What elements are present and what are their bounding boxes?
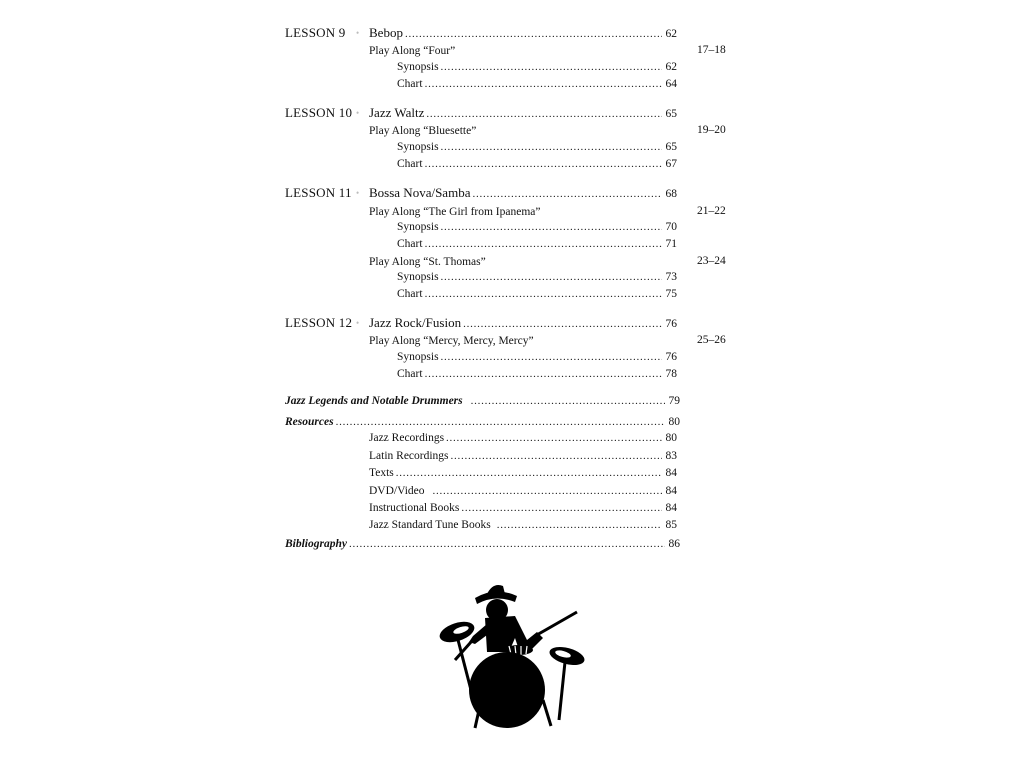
synopsis-entry[interactable] [397,351,677,363]
page-number: 80 [665,432,677,444]
page-number: 70 [665,221,677,233]
page-number: 73 [665,271,677,283]
lesson-9-entry[interactable] [369,25,677,41]
page-number: 62 [665,61,677,73]
leader-dots [347,538,665,550]
synopsis-entry[interactable] [397,221,677,233]
synopsis-label: Synopsis [397,271,439,283]
page-number: 84 [665,485,677,497]
resource-label: Jazz Recordings [369,432,445,444]
resource-label: Latin Recordings [369,450,449,462]
chart-label: Chart [397,288,423,300]
leader-dots [334,416,665,428]
lesson-title: Jazz Rock/Fusion [369,315,462,330]
resource-item-instructional-books[interactable] [369,502,677,514]
page-number: 65 [665,108,677,120]
leader-dots [423,238,662,250]
track-numbers: 19–20 [697,124,726,136]
leader-dots [423,288,662,300]
lesson-11-label: LESSON 11 [285,185,352,200]
page-number: 68 [665,188,677,200]
chart-entry[interactable] [397,288,677,300]
page-number: 78 [665,368,677,380]
leader-dots [424,108,661,120]
resource-item-texts[interactable] [369,467,677,479]
track-numbers: 17–18 [697,44,726,56]
lesson-10-entry[interactable] [369,105,677,121]
page-number: 76 [665,351,677,363]
drummer-silhouette-icon [435,580,595,730]
synopsis-entry[interactable] [397,61,677,73]
leader-dots [461,318,661,330]
leader-dots [423,158,662,170]
chart-label: Chart [397,238,423,250]
bibliography-entry[interactable] [285,538,680,550]
page-number: 76 [665,318,677,330]
resource-item-jazz-standard-tune-books[interactable] [369,519,677,531]
chart-entry[interactable] [397,78,677,90]
leader-dots [444,432,661,444]
lesson-bullet: • [356,108,360,118]
lesson-title: Bebop [369,25,403,40]
leader-dots [449,450,662,462]
playalong-title: Play Along “Four” [369,45,456,57]
page-number: 67 [665,158,677,170]
page-number: 71 [665,238,677,250]
leader-dots [439,61,662,73]
leader-dots [491,519,662,531]
page-number: 64 [665,78,677,90]
lesson-title: Jazz Waltz [369,105,425,120]
leader-dots [423,368,662,380]
playalong-title: Play Along “St. Thomas” [369,256,486,268]
leader-dots [423,78,662,90]
track-numbers: 21–22 [697,205,726,217]
leader-dots [470,188,661,200]
lesson-9-label: LESSON 9 [285,25,346,40]
resource-label: DVD/Video [369,485,425,497]
track-numbers: 25–26 [697,334,726,346]
resource-label: Instructional Books [369,502,460,514]
page-number: 84 [665,502,677,514]
leader-dots [459,502,661,514]
leader-dots [425,485,662,497]
synopsis-label: Synopsis [397,141,439,153]
chart-label: Chart [397,158,423,170]
resource-item-dvd-video[interactable] [369,485,677,497]
page-number: 79 [668,395,680,407]
synopsis-label: Synopsis [397,221,439,233]
resources-title: Resources [285,416,334,428]
chart-entry[interactable] [397,238,677,250]
leader-dots [463,395,665,407]
legends-title: Jazz Legends and Notable Drummers [285,395,463,407]
page-number: 62 [665,28,677,40]
track-numbers: 23–24 [697,255,726,267]
synopsis-label: Synopsis [397,61,439,73]
legends-entry[interactable] [285,395,680,407]
leader-dots [439,271,662,283]
leader-dots [439,221,662,233]
lesson-10-label: LESSON 10 [285,105,353,120]
resource-item-latin-recordings[interactable] [369,450,677,462]
synopsis-entry[interactable] [397,271,677,283]
leader-dots [439,141,662,153]
playalong-title: Play Along “The Girl from Ipanema” [369,206,541,218]
chart-entry[interactable] [397,158,677,170]
page-number: 83 [665,450,677,462]
page-number: 84 [665,467,677,479]
resource-item-jazz-recordings[interactable] [369,432,677,444]
chart-label: Chart [397,368,423,380]
page-number: 80 [668,416,680,428]
page-number: 85 [665,519,677,531]
resources-entry[interactable] [285,416,680,428]
synopsis-entry[interactable] [397,141,677,153]
synopsis-label: Synopsis [397,351,439,363]
lesson-bullet: • [356,188,360,198]
leader-dots [403,28,662,40]
lesson-bullet: • [356,28,360,38]
playalong-title: Play Along “Mercy, Mercy, Mercy” [369,335,534,347]
bibliography-title: Bibliography [285,538,347,550]
page-number: 65 [665,141,677,153]
lesson-12-label: LESSON 12 [285,315,353,330]
playalong-title: Play Along “Bluesette” [369,125,477,137]
lesson-11-entry[interactable] [369,185,677,201]
chart-label: Chart [397,78,423,90]
lesson-12-entry[interactable] [369,315,677,331]
resource-label: Jazz Standard Tune Books [369,519,491,531]
lesson-title: Bossa Nova/Samba [369,185,471,200]
leader-dots [439,351,662,363]
lesson-bullet: • [356,318,360,328]
page-number: 75 [665,288,677,300]
leader-dots [394,467,662,479]
resource-label: Texts [369,467,394,479]
page-number: 86 [668,538,680,550]
chart-entry[interactable] [397,368,677,380]
